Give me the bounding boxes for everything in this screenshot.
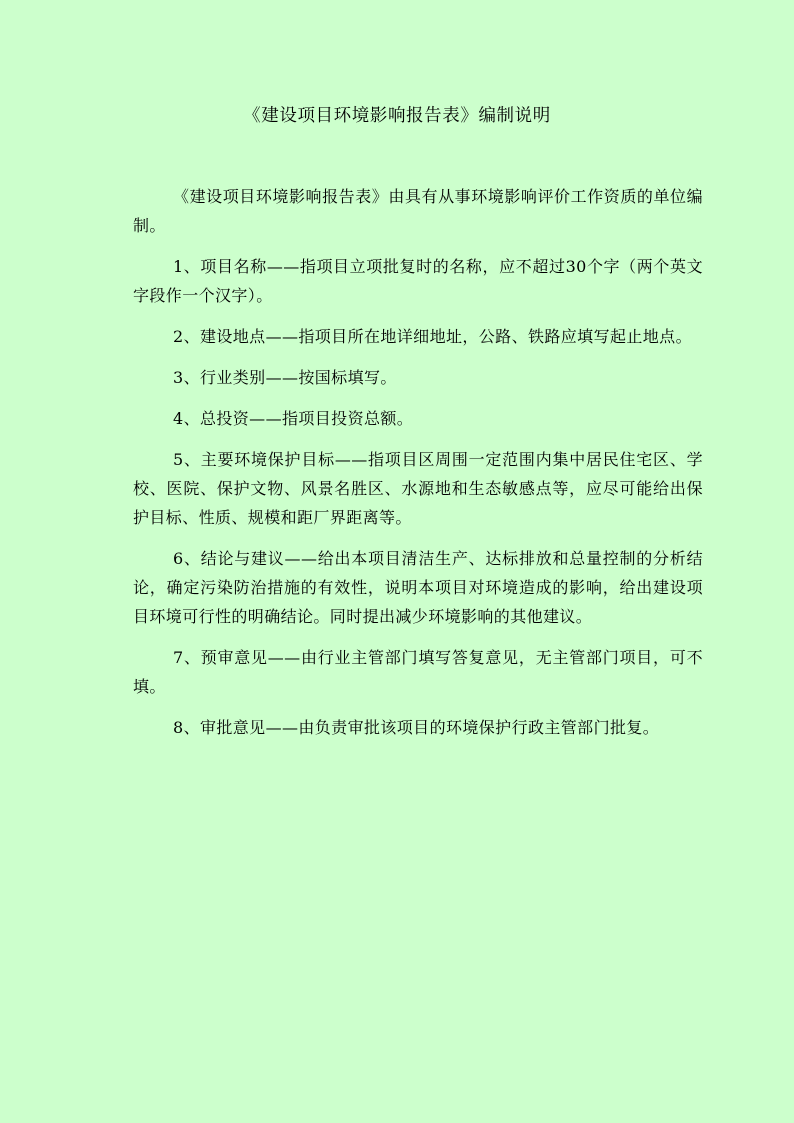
item-approval-opinion: 8、审批意见——由负责审批该项目的环境保护行政主管部门批复。 [173,718,660,737]
item-protection-targets: 5、主要环境保护目标——指项目区周围一定范围内集中居民住宅区、学校、医院、保护文物、风景名胜区、水源地和生态敏感点等，应尽可能给出保护目标、性质、规模和距厂界距离等。 [133,450,703,527]
document-body [133,182,703,754]
item-project-name: 1、项目名称——指项目立项批复时的名称，应不超过30个字（两个英文字段作一个汉字）。 [133,257,703,305]
item-industry-category: 3、行业类别——按国标填写。 [173,368,397,387]
document-title: 《建设项目环境影响报告表》编制说明 [243,106,551,126]
item-construction-site: 2、建设地点——指项目所在地详细地址，公路、铁路应填写起止地点。 [173,327,692,346]
item-total-investment: 4、总投资——指项目投资总额。 [173,409,414,428]
item-preliminary-review: 7、预审意见——由行业主管部门填写答复意见，无主管部门项目，可不填。 [133,648,703,696]
intro-paragraph: 《建设项目环境影响报告表》由具有从事环境影响评价工作资质的单位编制。 [133,187,703,235]
item-conclusions: 6、结论与建议——给出本项目清洁生产、达标排放和总量控制的分析结论，确定污染防治措施的有效性，说明本项目对环境造成的影响，给出建设项目环境可行性的明确结论。同时提出减少环境影响的其他建议。 [133,549,703,626]
